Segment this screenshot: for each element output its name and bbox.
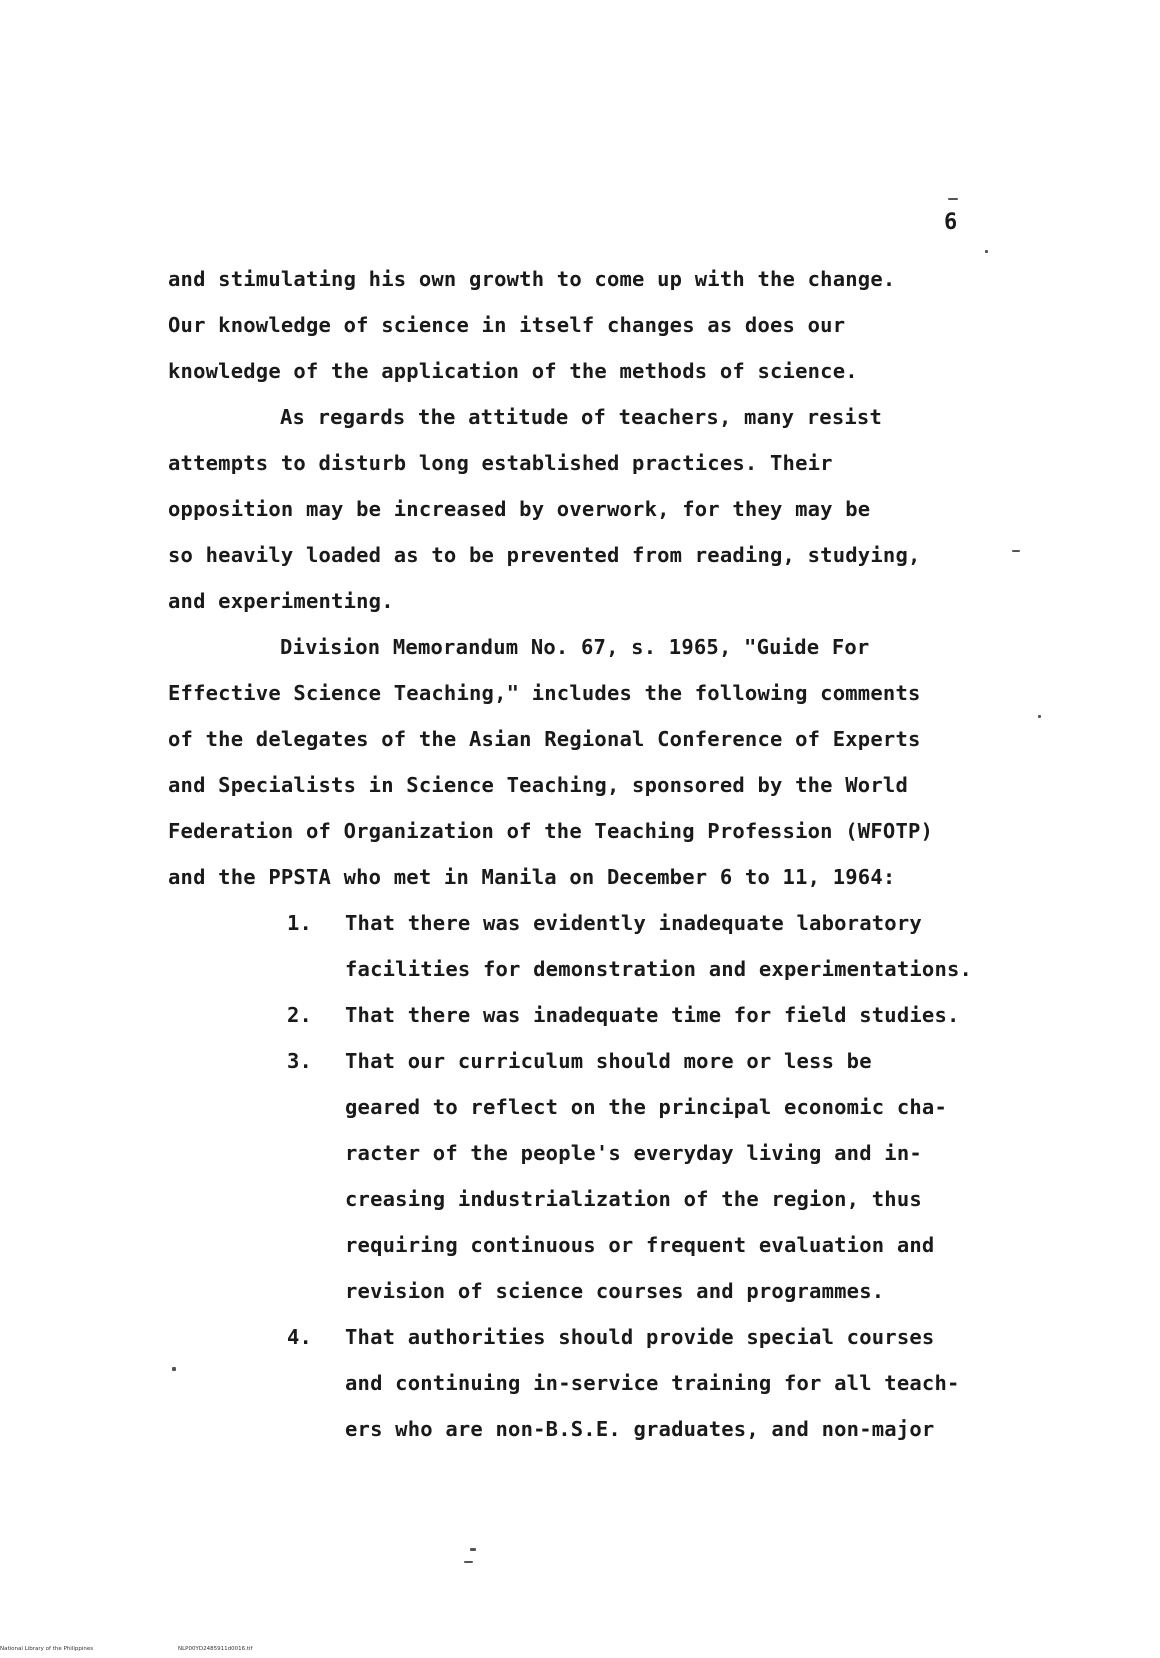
- paragraph-2-line-4: so heavily loaded as to be prevented from reading, studying,: [168, 543, 921, 567]
- list-item-line: requiring continuous or frequent evaluation and: [345, 1233, 935, 1257]
- list-item-line: creasing industrialization of the region, thus: [345, 1187, 922, 1211]
- paragraph-2-line-2: attempts to disturb long established practices. Their: [168, 451, 833, 475]
- list-item-line: facilities for demonstration and experimentations.: [345, 957, 973, 981]
- paragraph-1-line-3: knowledge of the application of the methods of science.: [168, 359, 858, 383]
- scan-speck: [1012, 550, 1020, 552]
- footer-library: National Library of the Philippines: [0, 1646, 94, 1652]
- paragraph-3-line-6: and the PPSTA who met in Manila on December 6 to 11, 1964:: [168, 865, 896, 889]
- paragraph-3-line-2: Effective Science Teaching," includes the following comments: [168, 681, 921, 705]
- list-item-line: That authorities should provide special courses: [345, 1325, 935, 1349]
- list-item-number: 4.: [287, 1325, 313, 1349]
- list-item-line: That there was evidently inadequate laboratory: [345, 911, 922, 935]
- list-item-line: racter of the people's everyday living and in-: [345, 1141, 922, 1165]
- page-number: 6: [944, 210, 958, 235]
- list-item-line: That our curriculum should more or less be: [345, 1049, 872, 1073]
- footer-file-id: NLP00YD2485911d0016.tif: [178, 1646, 253, 1652]
- paragraph-2-line-5: and experimenting.: [168, 589, 394, 613]
- list-item-line: geared to reflect on the principal economic cha-: [345, 1095, 948, 1119]
- list-item-line: and continuing in-service training for all teach-: [345, 1371, 960, 1395]
- paragraph-2-line-3: opposition may be increased by overwork, for they may be: [168, 497, 871, 521]
- scan-speck: [948, 198, 958, 200]
- list-item-number: 2.: [287, 1003, 313, 1027]
- paragraph-2-line-1: As regards the attitude of teachers, many resist: [280, 405, 883, 429]
- paragraph-3-line-1: Division Memorandum No. 67, s. 1965, "Guide For: [280, 635, 870, 659]
- scan-speck: [464, 1561, 473, 1563]
- paragraph-3-line-3: of the delegates of the Asian Regional Conference of Experts: [168, 727, 921, 751]
- scan-speck: [470, 1548, 476, 1551]
- paragraph-3-line-5: Federation of Organization of the Teaching Profession (WFOTP): [168, 819, 934, 843]
- list-item-line: ers who are non-B.S.E. graduates, and non-major: [345, 1417, 935, 1441]
- list-item-number: 1.: [287, 911, 313, 935]
- list-item-line: That there was inadequate time for field studies.: [345, 1003, 960, 1027]
- scan-speck: [172, 1367, 176, 1371]
- list-item-line: revision of science courses and programmes.: [345, 1279, 885, 1303]
- scan-speck: [985, 250, 988, 253]
- paragraph-3-line-4: and Specialists in Science Teaching, sponsored by the World: [168, 773, 908, 797]
- list-item-number: 3.: [287, 1049, 313, 1073]
- paragraph-1-line-1: and stimulating his own growth to come up with the change.: [168, 267, 896, 291]
- paragraph-1-line-2: Our knowledge of science in itself changes as does our: [168, 313, 846, 337]
- scan-speck: [1038, 715, 1041, 718]
